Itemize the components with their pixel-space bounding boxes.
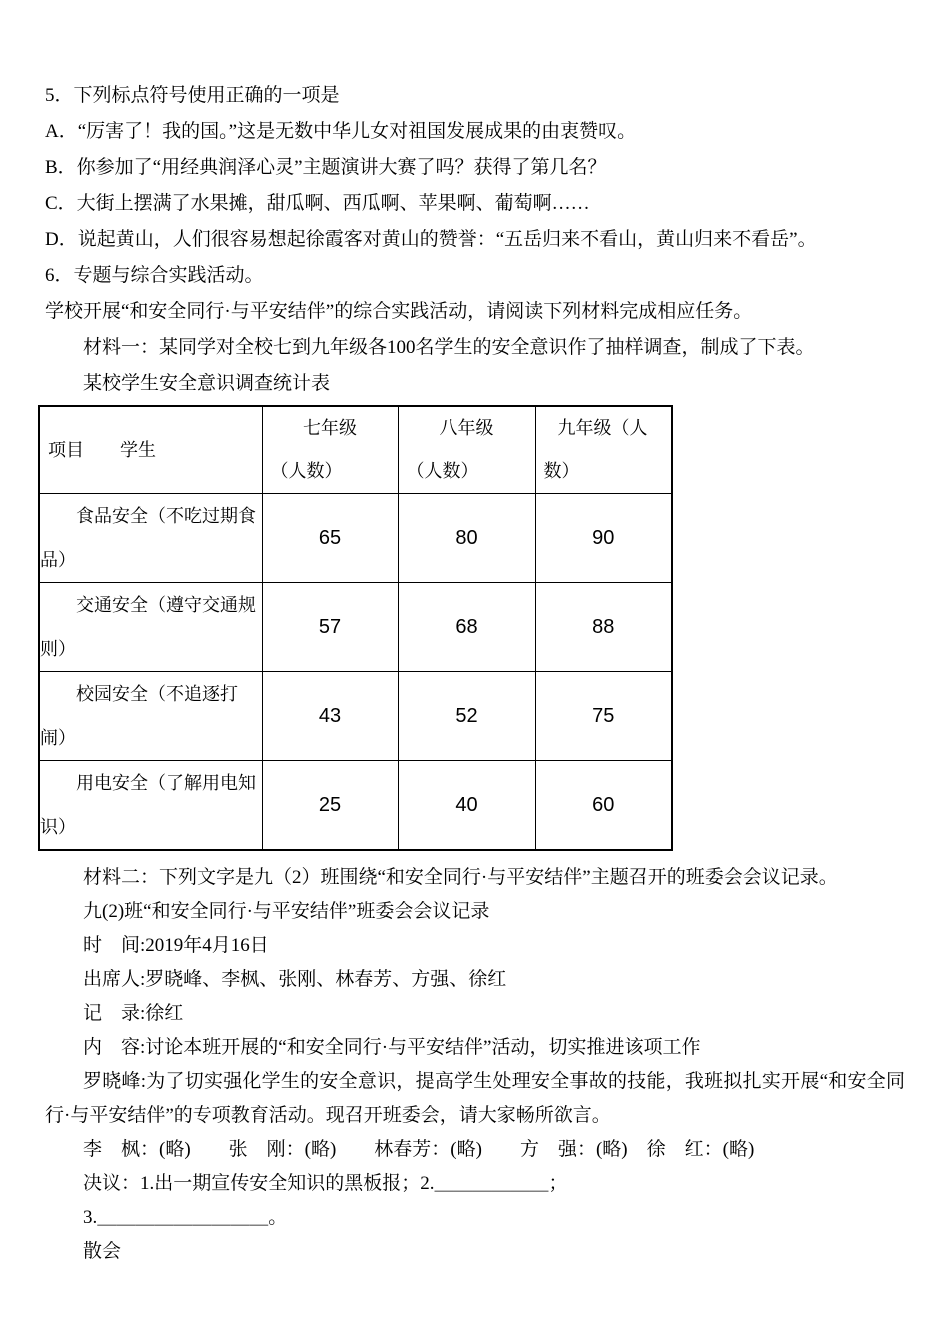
speech-luoxiaofeng: 罗晓峰:为了切实强化学生的安全意识，提高学生处理安全事故的技能，我班拟扎实开展“和安全同行·与平安结伴”的专项教育活动。现召开班委会，请大家畅所欲言。 [45,1071,905,1126]
header-project-student-label: 项目 学生 [48,439,156,460]
cell-grade8-value: 80 [398,494,535,583]
question-5-stem: 5．下列标点符号使用正确的一项是 [45,85,340,106]
question-5-option-d: D．说起黄山，人们很容易想起徐霞客对黄山的赞誉：“五岳归来不看山，黄山归来不看岳”。 [45,229,817,250]
cell-grade7-value: 43 [262,672,398,761]
question-6-stem: 6．专题与综合实践活动。 [45,265,264,286]
header-grade9-line2: 数） [543,461,580,481]
table-header-row [39,406,672,494]
meeting-recorder: 记 录:徐红 [83,1003,184,1024]
resolution-line-2: 3.＿＿＿＿＿＿＿＿＿。 [83,1207,288,1228]
meeting-attendees: 出席人:罗晓峰、李枫、张刚、林春芳、方强、徐红 [83,969,507,990]
meeting-closing: 散会 [83,1241,122,1262]
meeting-record [45,861,905,1269]
table-row-traffic-safety [39,583,672,672]
cell-grade8-value: 52 [398,672,535,761]
cell-grade9-value: 75 [535,672,672,761]
cell-grade9-value: 60 [535,761,672,851]
cell-grade7-value: 25 [262,761,398,851]
header-grade7-line2: （人数） [270,461,343,481]
row-label-cell [39,672,262,761]
survey-table-title: 某校学生安全意识调查统计表 [83,373,331,394]
cell-grade8-value: 40 [398,761,535,851]
resolution-line-1: 决议：1.出一期宣传安全知识的黑板报；2.＿＿＿＿＿＿； [83,1173,568,1194]
row-label-cell [39,583,262,672]
cell-grade9-value: 90 [535,494,672,583]
cell-grade7-value: 65 [262,494,398,583]
row-label-cell [39,494,262,583]
header-cell-grade8 [398,406,535,494]
row-label: 校园安全（不追逐打闹） [40,684,238,748]
header-cell-grade7 [262,406,398,494]
question-5-option-b: B．你参加了“用经典润泽心灵”主题演讲大赛了吗？获得了第几名？ [45,157,607,178]
meeting-time: 时 间:2019年4月16日 [83,935,269,956]
meeting-record-title: 九(2)班“和安全同行·与平安结伴”班委会会议记录 [83,901,490,922]
material-2-lead: 材料二：下列文字是九（2）班围绕“和安全同行·与平安结伴”主题召开的班委会会议记录。 [83,867,838,888]
header-grade8-line1: 八年级 [439,418,494,438]
header-grade9-line1: 九年级（人 [557,418,648,438]
question-5-option-c: C．大街上摆满了水果摊，甜瓜啊、西瓜啊、苹果啊、葡萄啊…… [45,193,590,214]
survey-table [38,405,673,851]
activity-intro: 学校开展“和安全同行·与平安结伴”的综合实践活动，请阅读下列材料完成相应任务。 [45,301,753,322]
header-grade8-line2: （人数） [406,461,479,481]
cell-grade8-value: 68 [398,583,535,672]
cell-grade7-value: 57 [262,583,398,672]
table-row-electricity-safety [39,761,672,851]
row-label-cell [39,761,262,851]
document-body [40,78,905,1269]
row-label: 食品安全（不吃过期食品） [40,506,256,570]
survey-table-wrapper [38,405,905,851]
speakers-brief-line: 李 枫：(略) 张 刚：(略) 林春芳：(略) 方 强：(略) 徐 红：(略) [83,1139,755,1160]
meeting-content: 内 容:讨论本班开展的“和安全同行·与平安结伴”活动，切实推进该项工作 [83,1037,701,1058]
table-row-food-safety [39,494,672,583]
material-1-lead: 材料一：某同学对全校七到九年级各100名学生的安全意识作了抽样调查，制成了下表。 [83,337,815,358]
header-cell-grade9 [535,406,672,494]
table-row-campus-safety [39,672,672,761]
row-label: 交通安全（遵守交通规则） [40,595,256,659]
question-5-option-a: A．“厉害了！我的国。”这是无数中华儿女对祖国发展成果的由衷赞叹。 [45,121,637,142]
header-grade7-line1: 七年级 [303,418,357,438]
row-label: 用电安全（了解用电知识） [40,773,256,837]
cell-grade9-value: 88 [535,583,672,672]
header-cell-project-student [39,406,262,494]
